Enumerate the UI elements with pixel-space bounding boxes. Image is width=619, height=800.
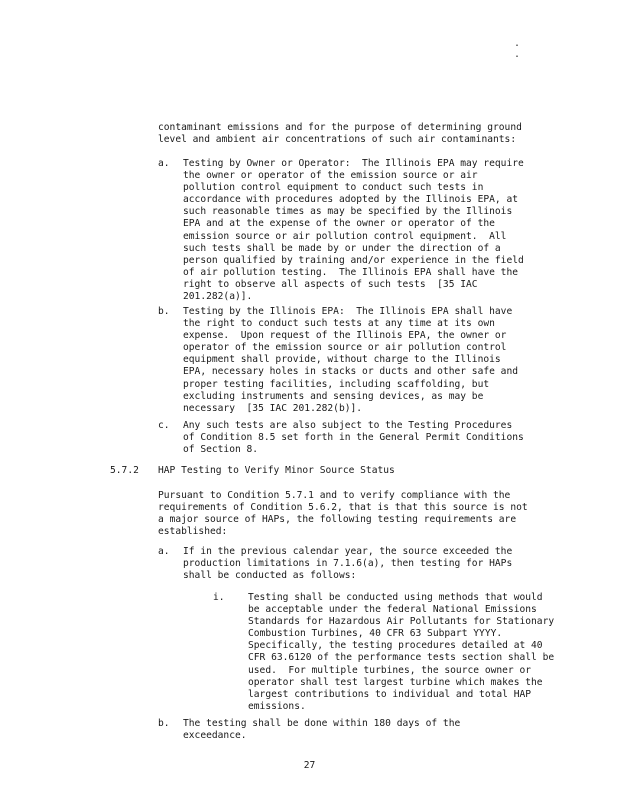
item-572b-label: b. xyxy=(158,718,170,729)
page-number: 27 xyxy=(303,760,316,771)
item-a-label: a. xyxy=(158,158,170,169)
item-b-label: b. xyxy=(158,306,170,317)
corner-marks: . . xyxy=(514,38,551,60)
lead-paragraph: contaminant emissions and for the purpose of determining ground level and ambient air concentrations of such air contaminants: xyxy=(158,122,522,146)
item-572b-text: The testing shall be done within 180 days of the exceedance. xyxy=(183,718,461,742)
section-title: HAP Testing to Verify Minor Source Status xyxy=(158,465,395,476)
item-572a-text: If in the previous calendar year, the source exceeded the production limitations in 7.1.6(a), then testing for HAPs shall be conducted as follows: xyxy=(183,546,513,582)
item-b-text: Testing by the Illinois EPA: The Illinois EPA shall have the right to conduct such tests at any time at its own expense. Upon request of the Illinois EPA, the owner or operator of the emission source or air pollution control equipment shall provide, without charge to the Illinois EPA, necessary holes in stacks or ducts and other safe and proper testing facilities, including scaffolding, but excluding instruments and sensing devices, as may be necessary [35 IAC 201.282(b)]. xyxy=(183,306,519,414)
item-572a-label: a. xyxy=(158,546,170,557)
section-number: 5.7.2 xyxy=(110,465,139,476)
sub-item-i-text: Testing shall be conducted using methods that would be acceptable under the federal National Emissions Standards for Hazardous Air Pollutants for Stationary Combustion Turbines, 40 CFR 63 Subpart YYYY. Specifically, the testing procedures detailed at 40 CFR 63.6120 of the performance tests section shall be used. For multiple turbines, the source owner or operator shall test largest turbine which makes the largest contributions to individual and total HAP emissions. xyxy=(248,592,555,712)
sub-item-i-label: i. xyxy=(213,592,225,603)
item-c-text: Any such tests are also subject to the Testing Procedures of Condition 8.5 set forth in the General Permit Conditions of Section 8. xyxy=(183,420,524,456)
item-c-label: c. xyxy=(158,420,170,431)
item-a-text: Testing by Owner or Operator: The Illinois EPA may require the owner or operator of the emission source or air pollution control equipment to conduct such tests in accordance with procedures adopted by the Illinois EPA, at such reasonable times as may be specified by the Illinois EPA and at the expense of the owner or operator of the emission source or air pollution control equipment. All such tests shall be made by or under the direction of a person qualified by training and/or experience in the field of air pollution testing. The Illinois EPA shall have the right to observe all aspects of such tests [35 IAC 201.282(a)]. xyxy=(183,158,524,303)
section-intro: Pursuant to Condition 5.7.1 and to verify compliance with the requirements of Condition 5.6.2, that is that this source is not a major source of HAPs, the following testing requirements are established: xyxy=(158,490,528,538)
